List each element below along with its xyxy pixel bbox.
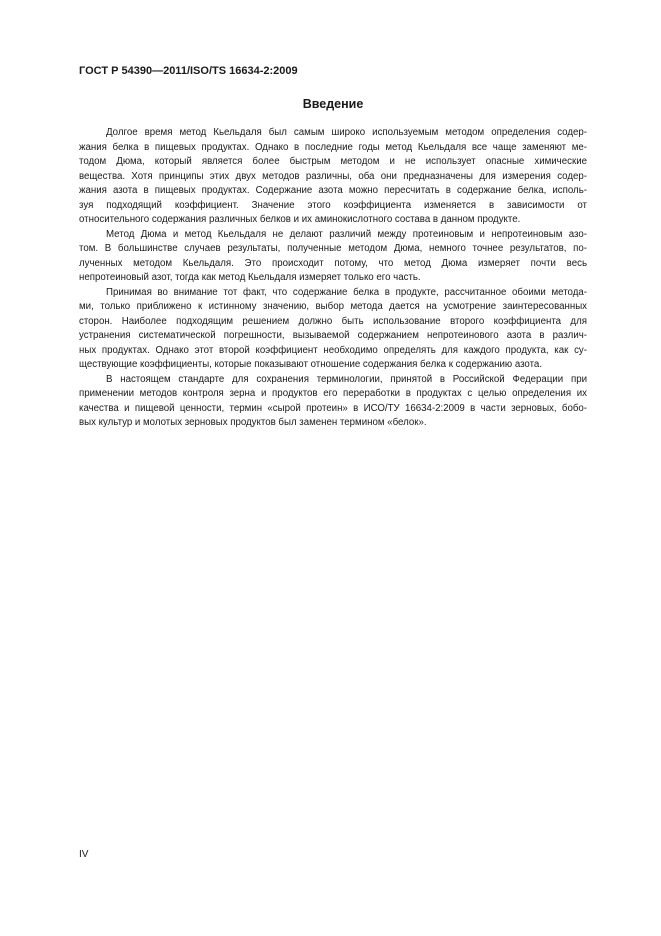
text-line: относительного содержания различных белков и их аминокислотного состава в данном продукте.: [79, 214, 521, 225]
text-line: жания азота в пищевых продуктах. Содержание азота можно пересчитать в содержание белка, исполь-: [79, 185, 587, 196]
text-line: том. В большинстве случаев результаты, полученные методом Дюма, немного точнее результатов, по-: [79, 243, 587, 254]
text-line: ществующие коэффициенты, которые показывают отношение содержания белка к содержанию азота.: [79, 359, 543, 370]
page-number: IV: [79, 849, 89, 860]
text-line: лученных методом Кьельдаля. Это происходит потому, что метод Дюма измеряет почти весь: [79, 257, 587, 269]
text-line: зуя подходящий коэффициент. Значение этого коэффициента изменяется в зависимости от: [79, 199, 587, 211]
text-line: ми, только приближено к истинному значению, выбор метода дается на усмотрение заинтересованных: [79, 301, 587, 312]
paragraph: [79, 126, 587, 228]
section-title: Введение: [302, 97, 364, 111]
text-line: жания белка в пищевых продуктах. Однако в последние годы метод Кьельдаля все чаще заменяют ме-: [79, 141, 587, 153]
text-line: непротеиновый азот, тогда как метод Кьельдаля измеряет только его часть.: [79, 272, 421, 283]
text-line: вещества. Хотя принципы этих двух методов различны, оба они предназначены для измерения содер-: [79, 170, 587, 182]
document-body: [79, 126, 587, 431]
text-line: В настоящем стандарте для сохранения терминологии, принятой в Российской Федерации при: [106, 373, 587, 385]
text-line: вых культур и молотых зерновых продуктов был заменен термином «белок».: [79, 417, 427, 428]
text-line: сторон. Наиболее подходящим решением должно быть использование второго коэффициента для: [79, 315, 587, 327]
text-line: Долгое время метод Кьельдаля был самым широко используемым методом определения содер-: [106, 127, 587, 138]
text-line: Метод Дюма и метод Кьельдаля не делают различий между протеиновым и непротеиновым азо-: [106, 228, 587, 240]
standard-designation: ГОСТ Р 54390—2011/ISO/TS 16634-2:2009: [79, 65, 298, 77]
text-line: Принимая во внимание тот факт, что содержание белка в продукте, рассчитанное обоими метода-: [106, 286, 587, 298]
paragraph: [79, 286, 587, 373]
text-line: тодом Дюма, который является более быстрым методом и не использует опасные химические: [79, 156, 587, 167]
paragraph: [79, 373, 587, 431]
text-line: ных продуктах. Однако этот второй коэффициент необходимо определять для каждого продукта, как су-: [79, 344, 587, 356]
paragraph: [79, 228, 587, 286]
text-line: качества и пищевой ценности, термин «сырой протеин» в ИСО/ТУ 16634-2:2009 в части зерновых, бобо-: [79, 402, 587, 414]
text-line: применении методов контроля зерна и продуктов его переработки в продуктах с целью определения их: [79, 388, 587, 399]
text-line: устранения систематической погрешности, вызываемой содержанием непротеинового азота в различ-: [79, 330, 587, 341]
